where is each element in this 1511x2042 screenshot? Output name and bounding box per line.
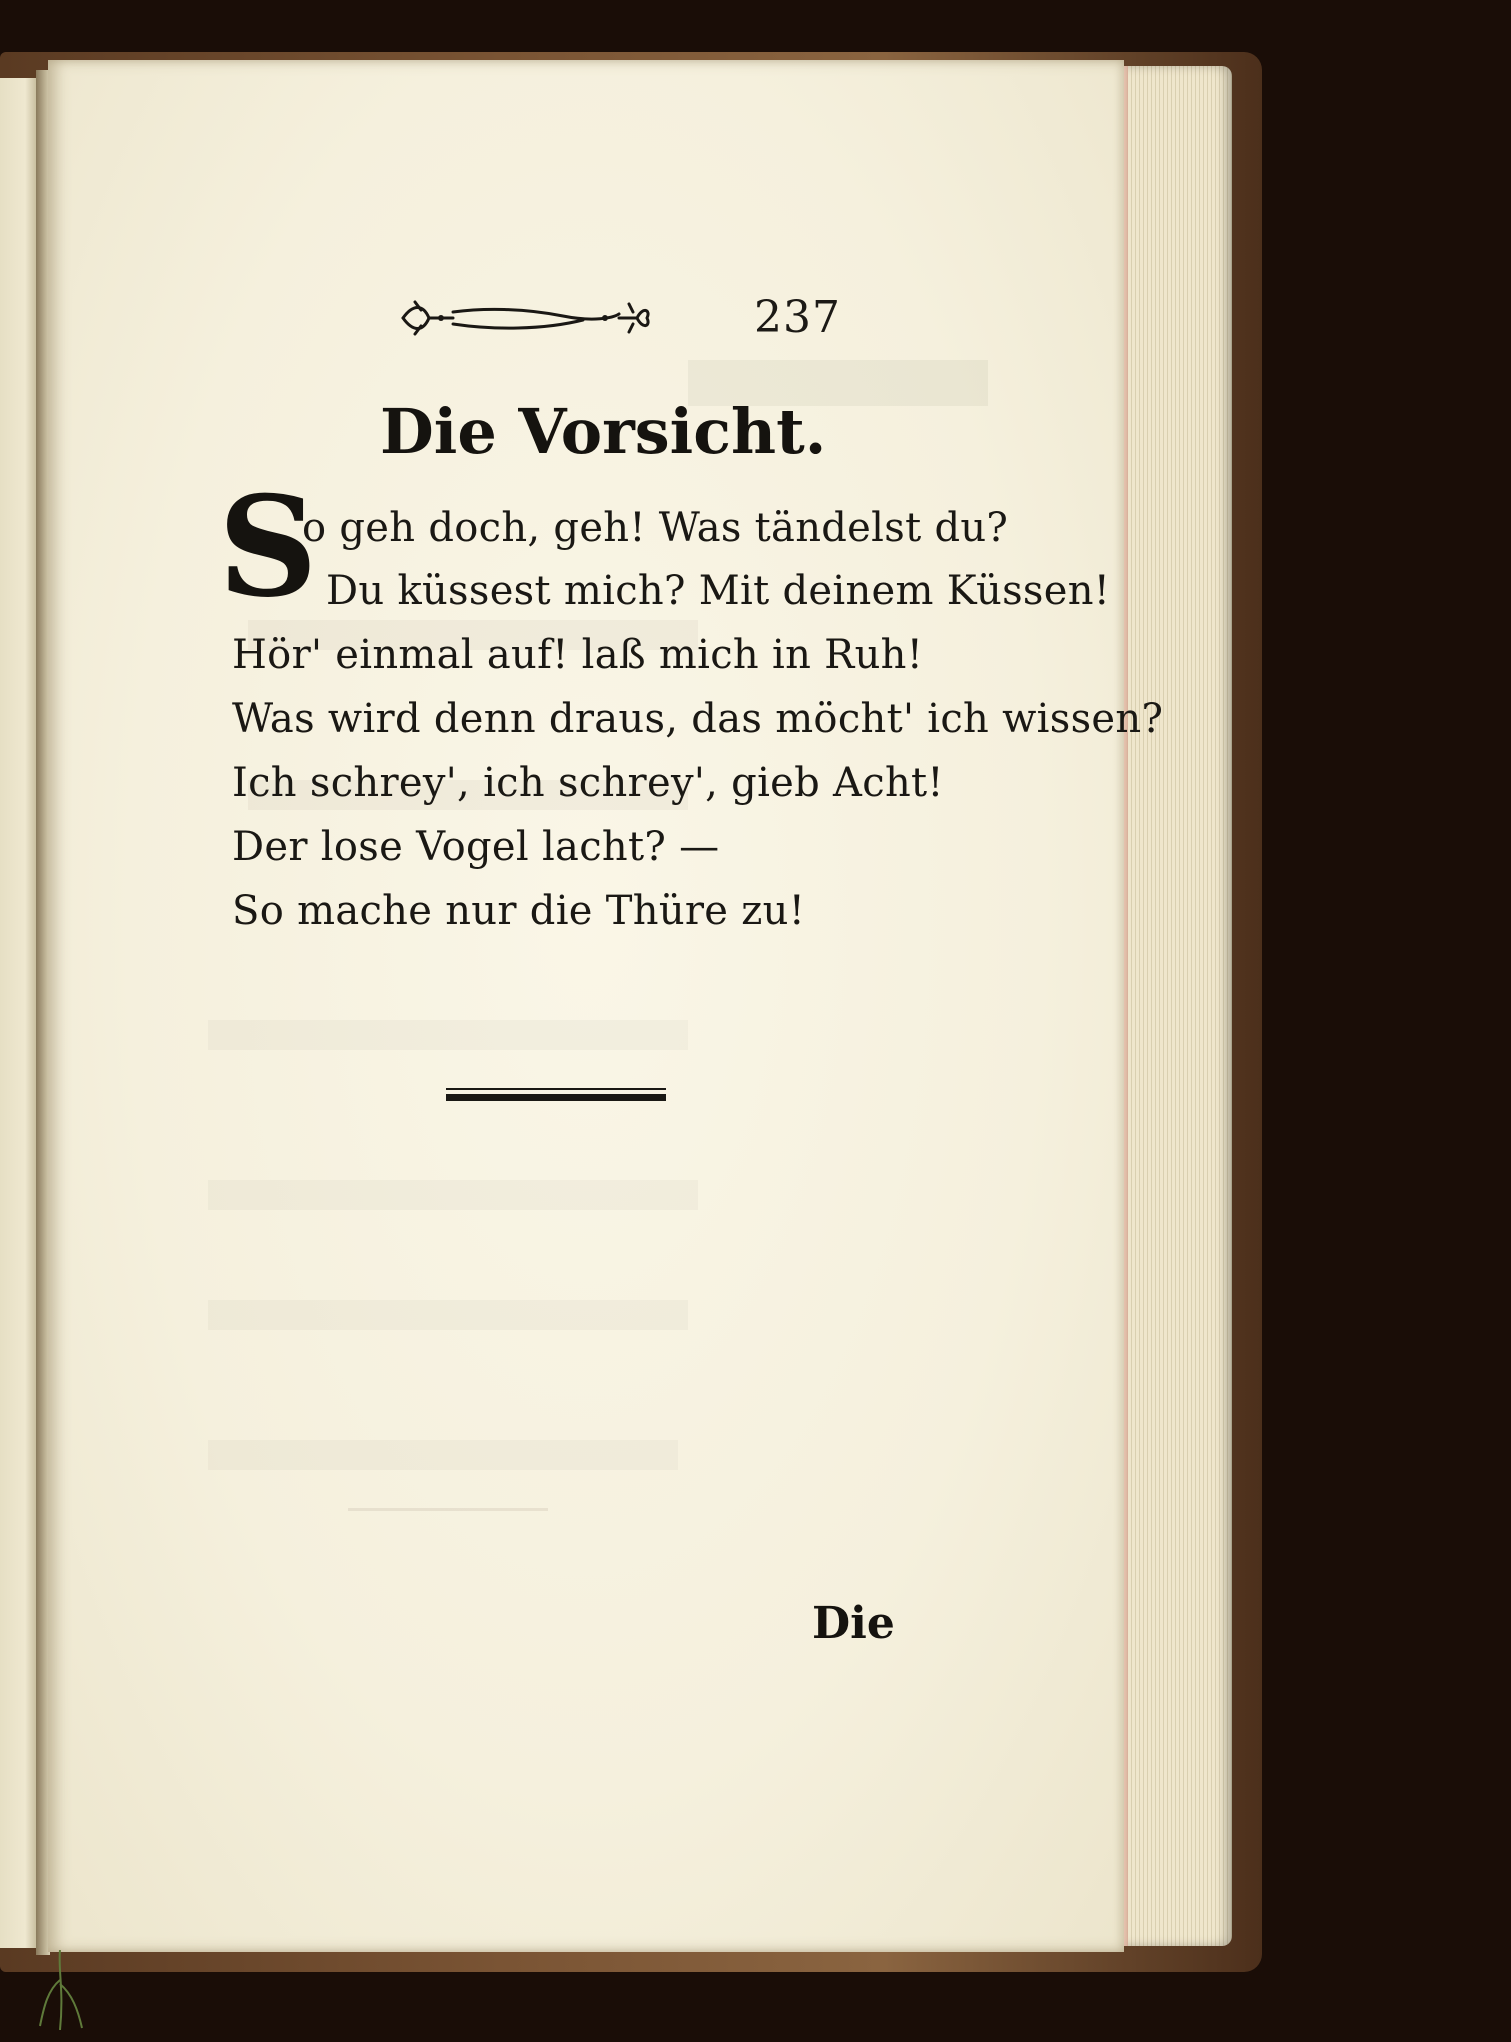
- bleed-through-mark: [208, 1180, 698, 1210]
- poem-title: Die Vorsicht.: [380, 395, 827, 468]
- verse-line: Hör' einmal auf! laß mich in Ruh!: [232, 632, 924, 678]
- bleed-through-mark: [208, 1440, 678, 1470]
- catchword: Die: [812, 1598, 895, 1649]
- header-ornament-icon: [393, 290, 653, 346]
- bleed-through-mark: [208, 1020, 688, 1050]
- divider-thick-line: [446, 1094, 666, 1101]
- verse-line: Was wird denn draus, das möcht' ich wissen?: [232, 696, 1164, 742]
- bleed-through-mark: [348, 1508, 548, 1511]
- section-divider: [446, 1088, 666, 1106]
- verse-line: Du küssest mich? Mit deinem Küssen!: [326, 568, 1111, 614]
- divider-thin-line: [446, 1088, 666, 1090]
- verse-line: o geh doch, geh! Was tändelst du?: [302, 505, 1009, 551]
- drop-cap: S: [218, 465, 318, 628]
- verse-line: Der lose Vogel lacht? —: [232, 824, 720, 870]
- page-edges: [1108, 66, 1232, 1946]
- binding-thread-icon: [30, 1950, 90, 2030]
- page-number: 237: [754, 292, 841, 343]
- verse-line: Ich schrey', ich schrey', gieb Acht!: [232, 760, 944, 806]
- bleed-through-mark: [208, 1300, 688, 1330]
- verse-line: So mache nur die Thüre zu!: [232, 888, 806, 934]
- left-facing-page: [0, 78, 36, 1948]
